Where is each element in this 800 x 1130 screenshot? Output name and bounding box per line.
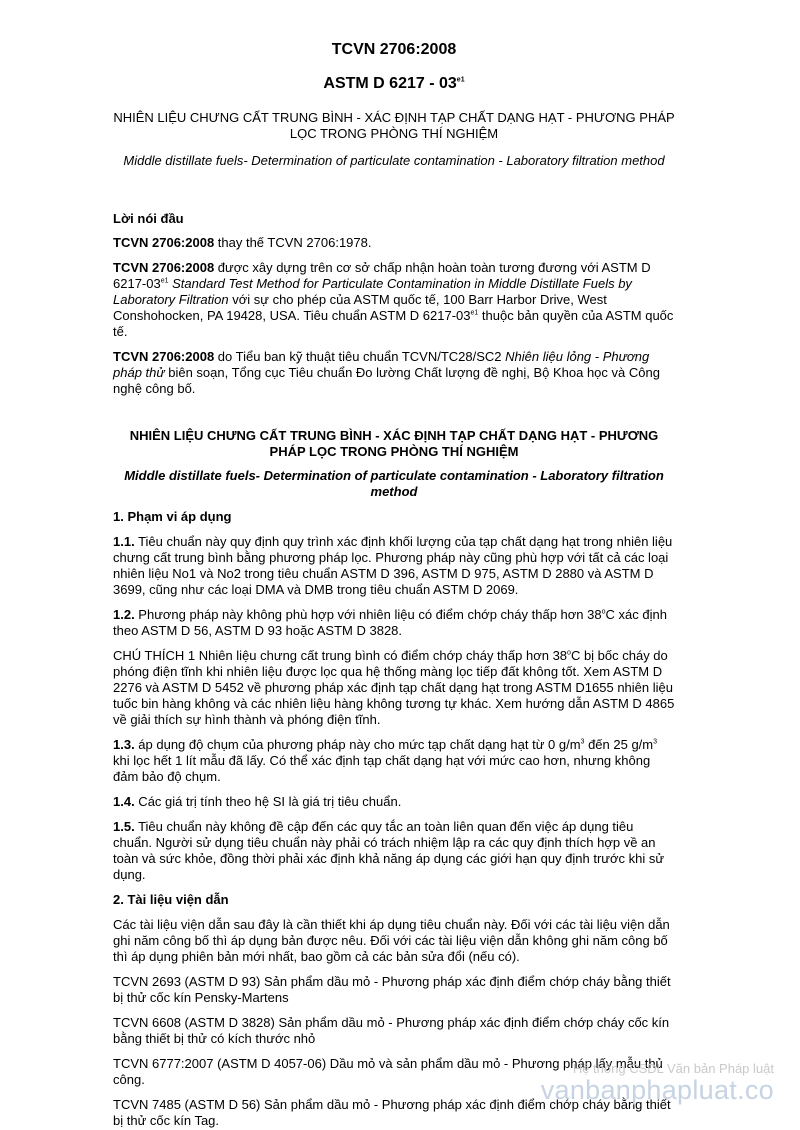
document-title-en: Middle distillate fuels- Determination of particulate contamination - Laboratory filtration method bbox=[123, 153, 665, 168]
section-1-heading: 1. Phạm vi áp dụng bbox=[113, 509, 232, 524]
foreword-paragraph-1: TCVN 2706:2008 thay thế TCVN 2706:1978. bbox=[113, 235, 372, 250]
document-title-vn: NHIÊN LIỆU CHƯNG CẤT TRUNG BÌNH - XÁC ĐỊNH TẠP CHẤT DẠNG HẠT - PHƯƠNG PHÁP LỌC TRONG PHÒNG THÍ NGHIỆM bbox=[113, 110, 675, 141]
note-1: CHÚ THÍCH 1 Nhiên liệu chưng cất trung bình có điểm chớp cháy thấp hơn 38$^o$C bị bốc cháy do phóng điện tĩnh khi nhiên liệu được lọc qua hệ thống màng lọc tiếp đất không tốt. Xem ASTM D 2276 và ASTM D 5452 về phương pháp xác định tạp chất dạng hạt trong ASTM D1655 nhiên liệu tuốc bin hàng không và các nhiên liệu hàng không tương tự khác. Xem hướng dẫn ASTM D 4865 về giải thích sự hình thành và phóng điện tĩnh. bbox=[113, 648, 675, 727]
clause-1-1: 1.1. Tiêu chuẩn này quy định quy trình xác định khối lượng của tạp chất dạng hạt trong nhiên liệu chưng cất trung bình bằng phương pháp lọc. Phương pháp này cũng phù hợp với tất cả các loại nhiên liệu No1 và No2 trong tiêu chuẩn ASTM D 396, ASTM D 975, ASTM D 2880 và ASTM D 3699, cũng như các loại DMA và DMB trong tiêu chuẩn ASTM D 2069. bbox=[113, 534, 673, 597]
standard-code-tcvn: TCVN 2706:2008 bbox=[331, 41, 457, 58]
reference-item: TCVN 6777:2007 (ASTM D 4057-06) Dầu mỏ và sản phẩm dầu mỏ - Phương pháp lấy mẫu thủ công. bbox=[113, 1056, 663, 1087]
clause-1-2: 1.2. Phương pháp này không phù hợp với nhiên liệu có điểm chớp cháy thấp hơn 38$^o$C xác định theo ASTM D 56, ASTM D 93 hoặc ASTM D 3828. bbox=[113, 607, 667, 638]
clause-1-3: 1.3. áp dụng độ chụm của phương pháp này cho mức tạp chất dạng hạt từ 0 $g/m^3$ đến 25 $g/m^3$ khi lọc hết 1 lít mẫu đã lấy. Có thể xác định tạp chất dạng hạt với mức cao hơn, nhưng không đảm bảo độ chụm. bbox=[113, 737, 658, 784]
watermark bbox=[541, 1062, 774, 1104]
main-title-en: Middle distillate fuels- Determination of particulate contamination - Laboratory filtration method bbox=[124, 468, 664, 499]
reference-item: TCVN 6608 (ASTM D 3828) Sản phẩm dầu mỏ - Phương pháp xác định điểm chớp cháy cốc kín bằng thiết bị thử có kích thước nhỏ bbox=[113, 1015, 670, 1046]
clause-1-4: 1.4. Các giá trị tính theo hệ SI là giá trị tiêu chuẩn. bbox=[113, 794, 402, 809]
foreword-heading: Lời nói đầu bbox=[113, 211, 184, 226]
watermark-site-link[interactable]: vanbanphapluat.co bbox=[540, 1075, 774, 1105]
main-title-vn: NHIÊN LIỆU CHƯNG CẤT TRUNG BÌNH - XÁC ĐỊNH TẠP CHẤT DẠNG HẠT - PHƯƠNG PHÁP LỌC TRONG PHÒNG THÍ NGHIỆM bbox=[129, 428, 659, 459]
foreword-paragraph-2: TCVN 2706:2008 được xây dựng trên cơ sở chấp nhận hoàn toàn tương đương với ASTM D $6217-03^{e1}$ Standard Test Method for Particulate Contamination in Middle Distillate Fuels by Laboratory Filtration với sự cho phép của ASTM quốc tế, 100 Barr Harbor Drive, West Conshohocken, PA 19428, USA. Tiêu chuẩn ASTM D $6217-03^{e1}$ thuộc bản quyền của ASTM quốc tế. bbox=[113, 260, 674, 339]
reference-item: TCVN 2693 (ASTM D 93) Sản phẩm dầu mỏ - Phương pháp xác định điểm chớp cháy bằng thiết bị thử cốc kín Pensky-Martens bbox=[113, 974, 671, 1005]
standard-code-astm: ASTM D $6217 - 03^{e1}$ bbox=[323, 75, 465, 92]
document-page bbox=[113, 40, 675, 1129]
section-2-heading: 2. Tài liệu viện dẫn bbox=[113, 892, 229, 907]
watermark-caption: Hệ thống CSDL Văn bản Pháp luật bbox=[572, 1061, 774, 1076]
superscript: e1 bbox=[456, 76, 465, 84]
foreword-paragraph-3: TCVN 2706:2008 do Tiểu ban kỹ thuật tiêu chuẩn TCVN/TC28/SC2 Nhiên liệu lỏng - Phương pháp thử biên soạn, Tổng cục Tiêu chuẩn Đo lường Chất lượng đề nghị, Bộ Khoa học và Công nghệ công bố. bbox=[113, 349, 660, 396]
section-2-intro: Các tài liệu viện dẫn sau đây là cần thiết khi áp dụng tiêu chuẩn này. Đối với các tài liệu viện dẫn ghi năm công bố thì áp dụng bản được nêu. Đối với các tài liệu viện dẫn không ghi năm công bố thì áp dụng phiên bản mới nhất, bao gồm cả các bản sửa đổi (nếu có). bbox=[113, 917, 670, 964]
clause-1-5: 1.5. Tiêu chuẩn này không đề cập đến các quy tắc an toàn liên quan đến việc áp dụng tiêu chuẩn. Người sử dụng tiêu chuẩn này phải có trách nhiệm lập ra các quy định thích hợp về an toàn và sức khỏe, đồng thời phải xác định khả năng áp dụng các giới hạn quy định trước khi sử dụng. bbox=[113, 819, 665, 882]
reference-item: TCVN 7485 (ASTM D 56) Sản phẩm dầu mỏ - Phương pháp xác định điểm chớp cháy bằng thiết bị thử cốc kín Tag. bbox=[113, 1097, 671, 1128]
